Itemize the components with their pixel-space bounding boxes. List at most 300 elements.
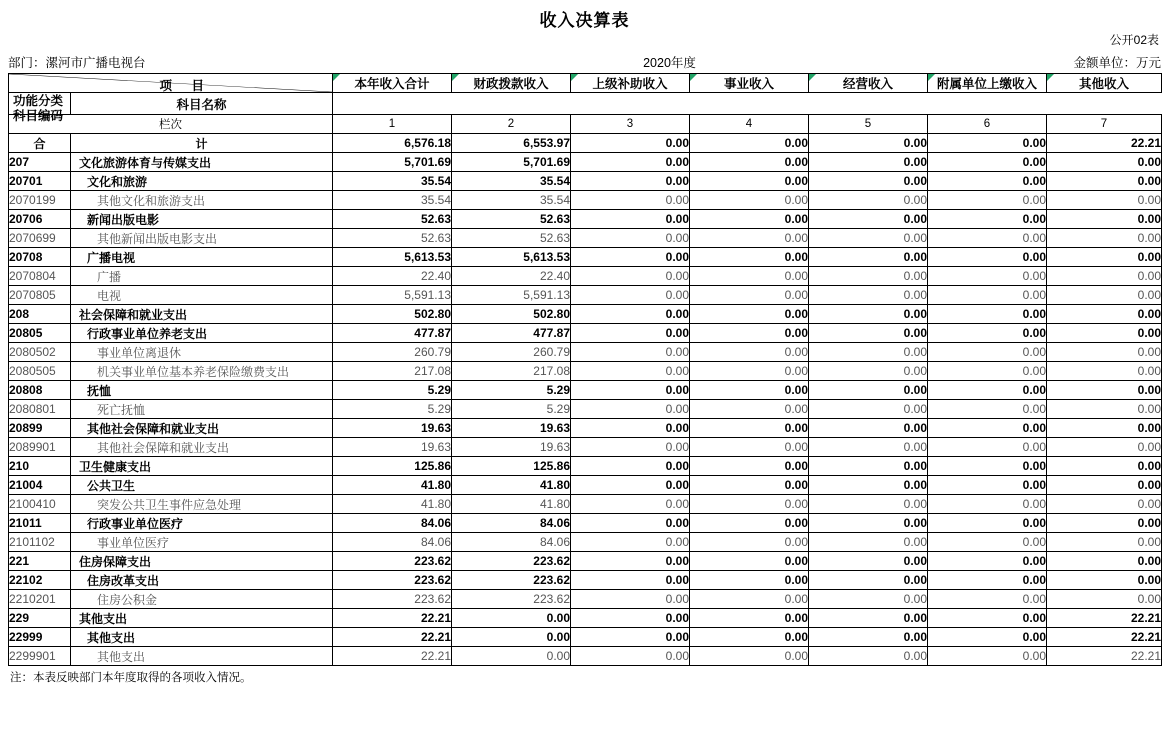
row-value-0: 22.21	[333, 628, 452, 647]
row-subject-name: 电视	[71, 286, 333, 305]
row-subject-name: 其他支出	[71, 609, 333, 628]
row-value-2: 0.00	[571, 305, 690, 324]
row-value-4: 0.00	[809, 438, 928, 457]
rank-row	[9, 115, 1162, 134]
row-value-3: 0.00	[690, 609, 809, 628]
row-code: 20701	[9, 172, 71, 191]
row-value-4: 0.00	[809, 514, 928, 533]
row-value-2: 0.00	[571, 229, 690, 248]
row-value-1: 41.80	[452, 476, 571, 495]
row-value-6: 0.00	[1047, 590, 1162, 609]
row-value-3: 0.00	[690, 229, 809, 248]
row-value-0: 5,591.13	[333, 286, 452, 305]
rank-number-0: 1	[333, 115, 452, 134]
row-value-3: 0.00	[690, 191, 809, 210]
row-value-6: 0.00	[1047, 571, 1162, 590]
row-value-0: 223.62	[333, 552, 452, 571]
table-row	[9, 514, 1162, 533]
row-code: 2089901	[9, 438, 71, 457]
rank-number-3: 4	[690, 115, 809, 134]
table-row	[9, 609, 1162, 628]
row-value-5: 0.00	[928, 210, 1047, 229]
row-code: 20899	[9, 419, 71, 438]
row-value-6: 0.00	[1047, 533, 1162, 552]
row-code: 22102	[9, 571, 71, 590]
rank-label: 栏次	[9, 115, 333, 134]
table-row	[9, 286, 1162, 305]
row-value-2: 0.00	[571, 533, 690, 552]
row-value-3: 0.00	[690, 571, 809, 590]
table-row	[9, 400, 1162, 419]
row-value-0: 5.29	[333, 381, 452, 400]
row-value-5: 0.00	[928, 381, 1047, 400]
rank-number-2: 3	[571, 115, 690, 134]
row-value-2: 0.00	[571, 438, 690, 457]
column-header-2: 上级补助收入	[571, 74, 690, 93]
row-value-6: 0.00	[1047, 514, 1162, 533]
row-value-1: 84.06	[452, 533, 571, 552]
row-value-3: 0.00	[690, 628, 809, 647]
row-value-3: 0.00	[690, 134, 809, 153]
row-value-6: 0.00	[1047, 343, 1162, 362]
row-code: 229	[9, 609, 71, 628]
row-subject-name: 卫生健康支出	[71, 457, 333, 476]
row-subject-name: 行政事业单位养老支出	[71, 324, 333, 343]
column-header-5: 附属单位上缴收入	[928, 74, 1047, 93]
rank-number-6: 7	[1047, 115, 1162, 134]
row-value-2: 0.00	[571, 495, 690, 514]
row-value-2: 0.00	[571, 400, 690, 419]
row-value-4: 0.00	[809, 343, 928, 362]
row-value-6: 0.00	[1047, 210, 1162, 229]
header-corner-bottom-line2: 科目编码	[13, 109, 64, 123]
row-value-3: 0.00	[690, 457, 809, 476]
row-value-3: 0.00	[690, 381, 809, 400]
row-value-6: 22.21	[1047, 628, 1162, 647]
row-value-5: 0.00	[928, 533, 1047, 552]
row-code: 2070699	[9, 229, 71, 248]
row-code: 221	[9, 552, 71, 571]
table-row	[9, 419, 1162, 438]
row-value-0: 223.62	[333, 590, 452, 609]
row-subject-name: 广播	[71, 267, 333, 286]
row-value-2: 0.00	[571, 609, 690, 628]
row-value-6: 0.00	[1047, 362, 1162, 381]
row-value-4: 0.00	[809, 457, 928, 476]
row-value-1: 223.62	[452, 590, 571, 609]
row-value-4: 0.00	[809, 533, 928, 552]
row-value-4: 0.00	[809, 305, 928, 324]
header-corner-bottom-line1: 功能分类	[13, 94, 64, 108]
row-value-5: 0.00	[928, 172, 1047, 191]
row-subject-name: 机关事业单位基本养老保险缴费支出	[71, 362, 333, 381]
row-value-2: 0.00	[571, 134, 690, 153]
row-subject-name: 其他文化和旅游支出	[71, 191, 333, 210]
amount-unit: 金额单位：万元	[1073, 56, 1161, 70]
row-value-0: 5.29	[333, 400, 452, 419]
row-value-5: 0.00	[928, 552, 1047, 571]
row-value-5: 0.00	[928, 305, 1047, 324]
row-value-1: 223.62	[452, 571, 571, 590]
row-value-3: 0.00	[690, 438, 809, 457]
row-value-3: 0.00	[690, 210, 809, 229]
row-code: 2070199	[9, 191, 71, 210]
row-value-1: 35.54	[452, 191, 571, 210]
row-value-6: 0.00	[1047, 267, 1162, 286]
row-value-1: 5.29	[452, 400, 571, 419]
table-row	[9, 476, 1162, 495]
row-code: 22999	[9, 628, 71, 647]
row-value-5: 0.00	[928, 609, 1047, 628]
row-value-6: 0.00	[1047, 400, 1162, 419]
row-value-6: 22.21	[1047, 647, 1162, 666]
row-value-1: 22.40	[452, 267, 571, 286]
table-row	[9, 590, 1162, 609]
row-value-6: 22.21	[1047, 609, 1162, 628]
table-row	[9, 248, 1162, 267]
row-value-4: 0.00	[809, 419, 928, 438]
table-row	[9, 571, 1162, 590]
row-value-3: 0.00	[690, 533, 809, 552]
row-value-2: 0.00	[571, 590, 690, 609]
row-value-4: 0.00	[809, 229, 928, 248]
row-value-4: 0.00	[809, 400, 928, 419]
row-value-0: 502.80	[333, 305, 452, 324]
table-row	[9, 191, 1162, 210]
row-value-0: 84.06	[333, 533, 452, 552]
row-value-2: 0.00	[571, 647, 690, 666]
row-subject-name: 广播电视	[71, 248, 333, 267]
row-value-2: 0.00	[571, 362, 690, 381]
table-header	[9, 74, 1162, 134]
rank-number-4: 5	[809, 115, 928, 134]
row-code: 2299901	[9, 647, 71, 666]
row-value-0: 35.54	[333, 191, 452, 210]
form-number: 公开02表	[1109, 33, 1159, 47]
row-value-5: 0.00	[928, 362, 1047, 381]
row-value-1: 84.06	[452, 514, 571, 533]
row-code: 2070805	[9, 286, 71, 305]
row-value-5: 0.00	[928, 628, 1047, 647]
row-value-0: 22.40	[333, 267, 452, 286]
row-value-4: 0.00	[809, 267, 928, 286]
row-value-1: 5,613.53	[452, 248, 571, 267]
table-body	[9, 134, 1162, 666]
row-value-4: 0.00	[809, 191, 928, 210]
row-value-2: 0.00	[571, 628, 690, 647]
table-row	[9, 343, 1162, 362]
row-value-6: 0.00	[1047, 552, 1162, 571]
row-value-1: 0.00	[452, 628, 571, 647]
row-value-0: 19.63	[333, 438, 452, 457]
row-value-2: 0.00	[571, 343, 690, 362]
row-value-0: 22.21	[333, 609, 452, 628]
row-value-6: 0.00	[1047, 248, 1162, 267]
row-value-4: 0.00	[809, 248, 928, 267]
rank-number-5: 6	[928, 115, 1047, 134]
column-header-4: 经营收入	[809, 74, 928, 93]
row-subject-name: 住房公积金	[71, 590, 333, 609]
table-row	[9, 172, 1162, 191]
row-value-6: 22.21	[1047, 134, 1162, 153]
row-value-1: 217.08	[452, 362, 571, 381]
row-value-1: 5,591.13	[452, 286, 571, 305]
row-value-5: 0.00	[928, 514, 1047, 533]
row-value-0: 477.87	[333, 324, 452, 343]
row-value-6: 0.00	[1047, 153, 1162, 172]
row-code: 2080801	[9, 400, 71, 419]
row-value-3: 0.00	[690, 514, 809, 533]
fiscal-year: 2020年度	[643, 56, 696, 70]
row-code: 20808	[9, 381, 71, 400]
table-row	[9, 438, 1162, 457]
row-value-2: 0.00	[571, 153, 690, 172]
row-subject-name: 其他支出	[71, 647, 333, 666]
row-value-1: 5,701.69	[452, 153, 571, 172]
row-value-2: 0.00	[571, 248, 690, 267]
row-value-0: 5,613.53	[333, 248, 452, 267]
row-value-3: 0.00	[690, 590, 809, 609]
row-value-5: 0.00	[928, 191, 1047, 210]
row-subject-name: 事业单位离退休	[71, 343, 333, 362]
row-code: 合	[9, 134, 71, 153]
row-value-1: 502.80	[452, 305, 571, 324]
row-value-2: 0.00	[571, 419, 690, 438]
row-code: 21011	[9, 514, 71, 533]
row-subject-name: 突发公共卫生事件应急处理	[71, 495, 333, 514]
row-value-4: 0.00	[809, 172, 928, 191]
row-subject-name: 文化和旅游	[71, 172, 333, 191]
row-value-2: 0.00	[571, 514, 690, 533]
header-corner-top: 项 目	[159, 79, 212, 93]
row-value-3: 0.00	[690, 400, 809, 419]
table-row	[9, 229, 1162, 248]
table-row	[9, 267, 1162, 286]
subheader-subject-name: 科目名称	[71, 93, 333, 115]
row-value-1: 477.87	[452, 324, 571, 343]
row-value-5: 0.00	[928, 267, 1047, 286]
row-value-2: 0.00	[571, 267, 690, 286]
row-value-3: 0.00	[690, 305, 809, 324]
table-row	[9, 647, 1162, 666]
row-value-6: 0.00	[1047, 324, 1162, 343]
column-header-6: 其他收入	[1047, 74, 1162, 93]
row-value-5: 0.00	[928, 400, 1047, 419]
row-value-5: 0.00	[928, 495, 1047, 514]
row-value-0: 52.63	[333, 210, 452, 229]
table-row	[9, 305, 1162, 324]
row-value-2: 0.00	[571, 191, 690, 210]
row-value-3: 0.00	[690, 552, 809, 571]
row-subject-name: 其他支出	[71, 628, 333, 647]
row-value-4: 0.00	[809, 476, 928, 495]
row-value-0: 217.08	[333, 362, 452, 381]
row-value-5: 0.00	[928, 343, 1047, 362]
row-value-1: 52.63	[452, 229, 571, 248]
row-value-2: 0.00	[571, 476, 690, 495]
row-value-6: 0.00	[1047, 305, 1162, 324]
row-value-5: 0.00	[928, 457, 1047, 476]
row-value-1: 41.80	[452, 495, 571, 514]
row-value-3: 0.00	[690, 248, 809, 267]
row-value-5: 0.00	[928, 248, 1047, 267]
row-value-2: 0.00	[571, 286, 690, 305]
department-label: 部门：漯河市广播电视台	[8, 56, 146, 70]
row-value-6: 0.00	[1047, 172, 1162, 191]
row-value-3: 0.00	[690, 324, 809, 343]
row-subject-name: 文化旅游体育与传媒支出	[71, 153, 333, 172]
table-row	[9, 628, 1162, 647]
rank-number-1: 2	[452, 115, 571, 134]
row-value-6: 0.00	[1047, 495, 1162, 514]
row-value-4: 0.00	[809, 286, 928, 305]
row-code: 21004	[9, 476, 71, 495]
row-value-1: 260.79	[452, 343, 571, 362]
row-value-2: 0.00	[571, 210, 690, 229]
row-value-0: 52.63	[333, 229, 452, 248]
row-value-5: 0.00	[928, 229, 1047, 248]
row-value-0: 223.62	[333, 571, 452, 590]
row-code: 20805	[9, 324, 71, 343]
row-value-4: 0.00	[809, 571, 928, 590]
row-value-5: 0.00	[928, 419, 1047, 438]
row-value-1: 6,553.97	[452, 134, 571, 153]
table-footnote: 注：本表反映部门本年度取得的各项收入情况。	[10, 672, 252, 684]
row-value-3: 0.00	[690, 286, 809, 305]
row-value-6: 0.00	[1047, 419, 1162, 438]
row-value-0: 22.21	[333, 647, 452, 666]
row-value-1: 35.54	[452, 172, 571, 191]
table-row	[9, 552, 1162, 571]
row-code: 2100410	[9, 495, 71, 514]
table-row	[9, 381, 1162, 400]
row-subject-name: 住房保障支出	[71, 552, 333, 571]
row-code: 210	[9, 457, 71, 476]
row-value-5: 0.00	[928, 134, 1047, 153]
row-value-1: 52.63	[452, 210, 571, 229]
page-title: 收入决算表	[539, 11, 630, 30]
row-value-4: 0.00	[809, 609, 928, 628]
row-value-0: 35.54	[333, 172, 452, 191]
row-value-0: 125.86	[333, 457, 452, 476]
row-value-4: 0.00	[809, 552, 928, 571]
row-value-5: 0.00	[928, 324, 1047, 343]
row-value-0: 6,576.18	[333, 134, 452, 153]
row-code: 20706	[9, 210, 71, 229]
table-row	[9, 210, 1162, 229]
row-value-3: 0.00	[690, 172, 809, 191]
row-subject-name: 住房改革支出	[71, 571, 333, 590]
row-value-4: 0.00	[809, 590, 928, 609]
row-code: 2210201	[9, 590, 71, 609]
column-header-3: 事业收入	[690, 74, 809, 93]
row-value-1: 223.62	[452, 552, 571, 571]
row-code: 2080505	[9, 362, 71, 381]
row-code: 208	[9, 305, 71, 324]
row-value-1: 5.29	[452, 381, 571, 400]
row-value-0: 19.63	[333, 419, 452, 438]
row-value-5: 0.00	[928, 647, 1047, 666]
row-value-4: 0.00	[809, 495, 928, 514]
row-value-3: 0.00	[690, 343, 809, 362]
row-value-0: 5,701.69	[333, 153, 452, 172]
header-corner-bottom	[13, 94, 63, 124]
row-code: 2080502	[9, 343, 71, 362]
row-value-2: 0.00	[571, 324, 690, 343]
row-value-4: 0.00	[809, 324, 928, 343]
table-row	[9, 533, 1162, 552]
row-subject-name: 其他社会保障和就业支出	[71, 438, 333, 457]
row-value-4: 0.00	[809, 210, 928, 229]
row-value-3: 0.00	[690, 419, 809, 438]
row-value-5: 0.00	[928, 476, 1047, 495]
row-value-1: 19.63	[452, 419, 571, 438]
row-value-0: 260.79	[333, 343, 452, 362]
row-value-4: 0.00	[809, 381, 928, 400]
column-header-1: 财政拨款收入	[452, 74, 571, 93]
table-row	[9, 457, 1162, 476]
row-value-3: 0.00	[690, 267, 809, 286]
row-value-3: 0.00	[690, 495, 809, 514]
table-row	[9, 362, 1162, 381]
row-value-0: 41.80	[333, 495, 452, 514]
row-value-5: 0.00	[928, 590, 1047, 609]
row-value-1: 125.86	[452, 457, 571, 476]
row-value-5: 0.00	[928, 438, 1047, 457]
table-row	[9, 324, 1162, 343]
row-value-4: 0.00	[809, 362, 928, 381]
row-value-6: 0.00	[1047, 438, 1162, 457]
row-value-3: 0.00	[690, 647, 809, 666]
row-value-3: 0.00	[690, 476, 809, 495]
row-subject-name: 事业单位医疗	[71, 533, 333, 552]
row-value-6: 0.00	[1047, 229, 1162, 248]
row-value-3: 0.00	[690, 362, 809, 381]
row-value-1: 19.63	[452, 438, 571, 457]
row-subject-name: 行政事业单位医疗	[71, 514, 333, 533]
row-subject-name: 其他社会保障和就业支出	[71, 419, 333, 438]
row-subject-name: 抚恤	[71, 381, 333, 400]
row-value-4: 0.00	[809, 628, 928, 647]
row-value-6: 0.00	[1047, 457, 1162, 476]
meta-row	[8, 51, 1161, 73]
row-code: 2101102	[9, 533, 71, 552]
row-value-0: 84.06	[333, 514, 452, 533]
row-value-6: 0.00	[1047, 476, 1162, 495]
row-value-2: 0.00	[571, 457, 690, 476]
table-row	[9, 134, 1162, 153]
row-value-6: 0.00	[1047, 286, 1162, 305]
table-row	[9, 153, 1162, 172]
row-subject-name: 计	[71, 134, 333, 153]
row-code: 2070804	[9, 267, 71, 286]
row-value-1: 0.00	[452, 647, 571, 666]
row-subject-name: 新闻出版电影	[71, 210, 333, 229]
row-value-6: 0.00	[1047, 381, 1162, 400]
table-row	[9, 495, 1162, 514]
row-subject-name: 社会保障和就业支出	[71, 305, 333, 324]
row-value-1: 0.00	[452, 609, 571, 628]
row-value-0: 41.80	[333, 476, 452, 495]
row-value-2: 0.00	[571, 571, 690, 590]
row-value-3: 0.00	[690, 153, 809, 172]
row-code: 20708	[9, 248, 71, 267]
row-code: 207	[9, 153, 71, 172]
row-value-2: 0.00	[571, 552, 690, 571]
row-value-5: 0.00	[928, 153, 1047, 172]
row-value-5: 0.00	[928, 286, 1047, 305]
row-value-2: 0.00	[571, 381, 690, 400]
